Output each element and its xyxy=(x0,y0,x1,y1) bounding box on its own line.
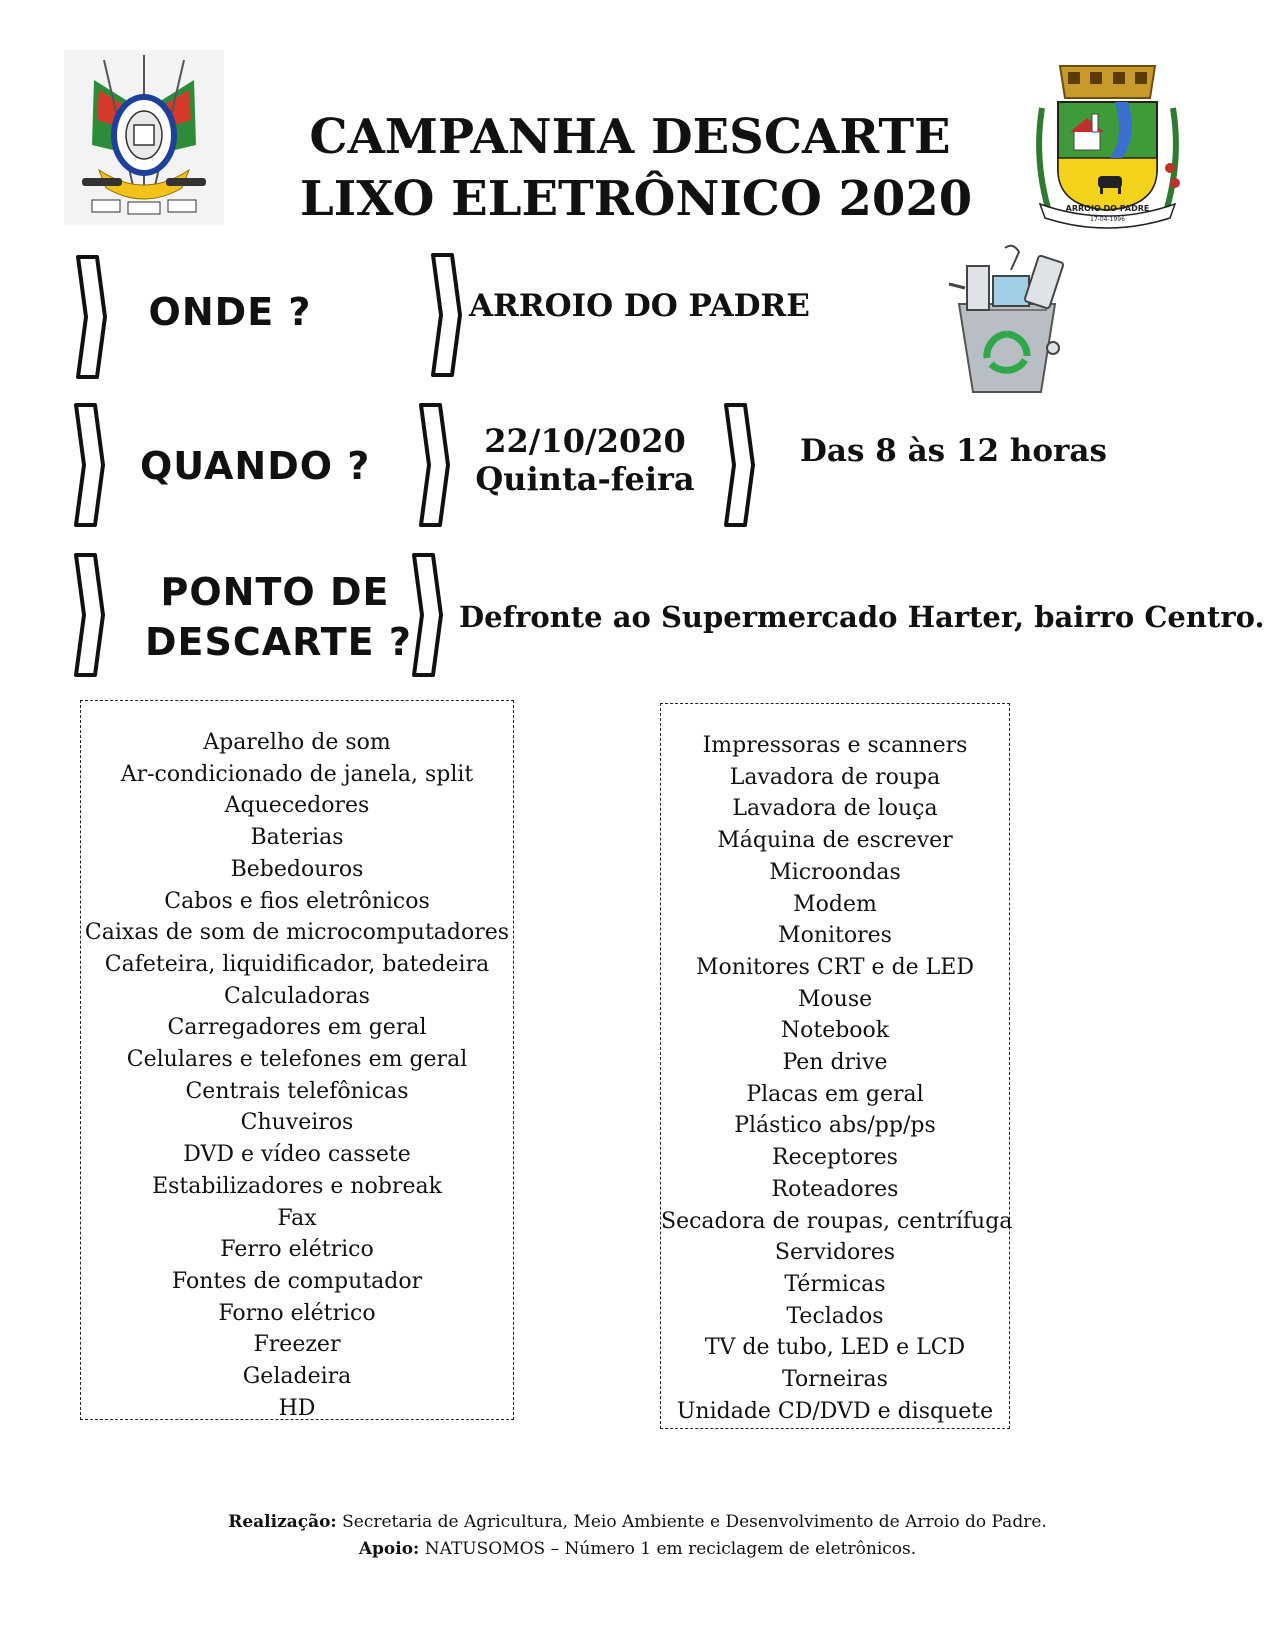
crest-banner-name: ARROIO DO PADRE xyxy=(1065,204,1150,213)
point-label-line-1: PONTO DE xyxy=(160,570,390,614)
list-item: Notebook xyxy=(780,1018,890,1044)
list-item: Calculadoras xyxy=(224,983,370,1009)
when-date: 22/10/2020 xyxy=(484,422,686,460)
when-label: QUANDO ? xyxy=(140,444,371,488)
bracket-3a xyxy=(73,553,105,677)
where-label: ONDE ? xyxy=(148,290,312,334)
list-item: Carregadores em geral xyxy=(167,1015,427,1041)
footer xyxy=(40,1509,1235,1563)
list-item: Caixas de som de microcomputadores xyxy=(84,920,510,946)
list-item: Fax xyxy=(277,1205,317,1231)
footer-apoio-label: Apoio: xyxy=(358,1539,420,1559)
list-item: Térmicas xyxy=(784,1271,886,1297)
state-coat-of-arms-icon xyxy=(64,50,224,225)
title-line-1: CAMPANHA DESCARTE xyxy=(309,109,951,165)
list-item: Freezer xyxy=(253,1332,341,1358)
crest-banner-date: 17-04-1996 xyxy=(1090,216,1125,223)
footer-apoio-text: NATUSOMOS – Número 1 em reciclagem de eletrônicos. xyxy=(419,1539,917,1559)
list-item: Cafeteira, liquidificador, batedeira xyxy=(104,951,490,977)
list-item: DVD e vídeo cassete xyxy=(183,1142,411,1168)
list-item: Celulares e telefones em geral xyxy=(126,1047,468,1073)
point-label-line-2: DESCARTE ? xyxy=(145,620,412,664)
list-item: Impressoras e scanners xyxy=(702,733,968,758)
list-item: Roteadores xyxy=(771,1176,899,1202)
list-item: Monitores xyxy=(778,923,892,949)
list-item: Servidores xyxy=(774,1240,896,1266)
when-hours: Das 8 às 12 horas xyxy=(800,433,1107,469)
list-item: Baterias xyxy=(250,825,344,851)
list-item: Chuveiros xyxy=(240,1110,354,1136)
list-item: Máquina de escrever xyxy=(717,828,953,854)
bracket-1a xyxy=(75,255,107,379)
list-item: Unidade CD/DVD e disquete xyxy=(676,1398,994,1424)
bracket-2b xyxy=(418,403,450,527)
list-item: Centrais telefônicas xyxy=(185,1078,409,1104)
when-weekday: Quinta-feira xyxy=(475,460,695,498)
footer-line-realizacao xyxy=(40,1509,1235,1536)
list-item: Ferro elétrico xyxy=(220,1237,374,1263)
items-list-left xyxy=(80,700,514,1420)
list-item: Geladeira xyxy=(242,1364,352,1390)
footer-realizacao-label: Realização: xyxy=(228,1512,337,1532)
list-item: Cabos e fios eletrônicos xyxy=(164,888,430,914)
list-item: Secadora de roupas, centrífuga xyxy=(661,1208,1013,1234)
page-title xyxy=(300,106,973,230)
bracket-1b xyxy=(430,253,462,377)
municipal-coat-of-arms-icon xyxy=(1030,58,1185,228)
list-item: Receptores xyxy=(772,1145,898,1171)
items-list-right xyxy=(660,703,1013,1429)
recycle-bin-electronics-icon xyxy=(945,240,1070,402)
point-value: Defronte ao Supermercado Harter, bairro Centro. xyxy=(459,600,1265,634)
bracket-2c xyxy=(723,403,755,527)
bracket-2a xyxy=(73,403,105,527)
list-item: TV de tubo, LED e LCD xyxy=(704,1335,966,1361)
list-item: Aparelho de som xyxy=(203,730,391,755)
where-value: ARROIO DO PADRE xyxy=(469,288,810,324)
title-line-2: LIXO ELETRÔNICO 2020 xyxy=(300,171,973,227)
list-item: Forno elétrico xyxy=(218,1300,376,1326)
footer-line-apoio xyxy=(40,1536,1235,1563)
list-item: Fontes de computador xyxy=(171,1268,423,1294)
list-item: Bebedouros xyxy=(230,856,364,882)
municipal-coat-of-arms xyxy=(1030,58,1185,228)
list-item: Aquecedores xyxy=(224,793,370,819)
list-item: Teclados xyxy=(786,1303,884,1329)
list-item: Plástico abs/pp/ps xyxy=(734,1113,936,1139)
list-item: Mouse xyxy=(797,986,873,1012)
list-item: Estabilizadores e nobreak xyxy=(152,1173,442,1199)
footer-realizacao-text: Secretaria de Agricultura, Meio Ambiente e Desenvolvimento de Arroio do Padre. xyxy=(336,1512,1047,1532)
list-item: HD xyxy=(278,1395,316,1421)
list-item: Placas em geral xyxy=(746,1081,924,1107)
list-item: Lavadora de louça xyxy=(732,796,938,822)
list-item: Pen drive xyxy=(782,1050,888,1076)
list-item: Microondas xyxy=(769,859,901,885)
list-item: Torneiras xyxy=(782,1367,888,1393)
list-item: Ar-condicionado de janela, split xyxy=(120,761,474,787)
bracket-3b xyxy=(411,553,443,677)
list-item: Monitores CRT e de LED xyxy=(696,954,974,980)
list-item: Lavadora de roupa xyxy=(729,764,941,790)
list-item: Modem xyxy=(793,891,877,917)
